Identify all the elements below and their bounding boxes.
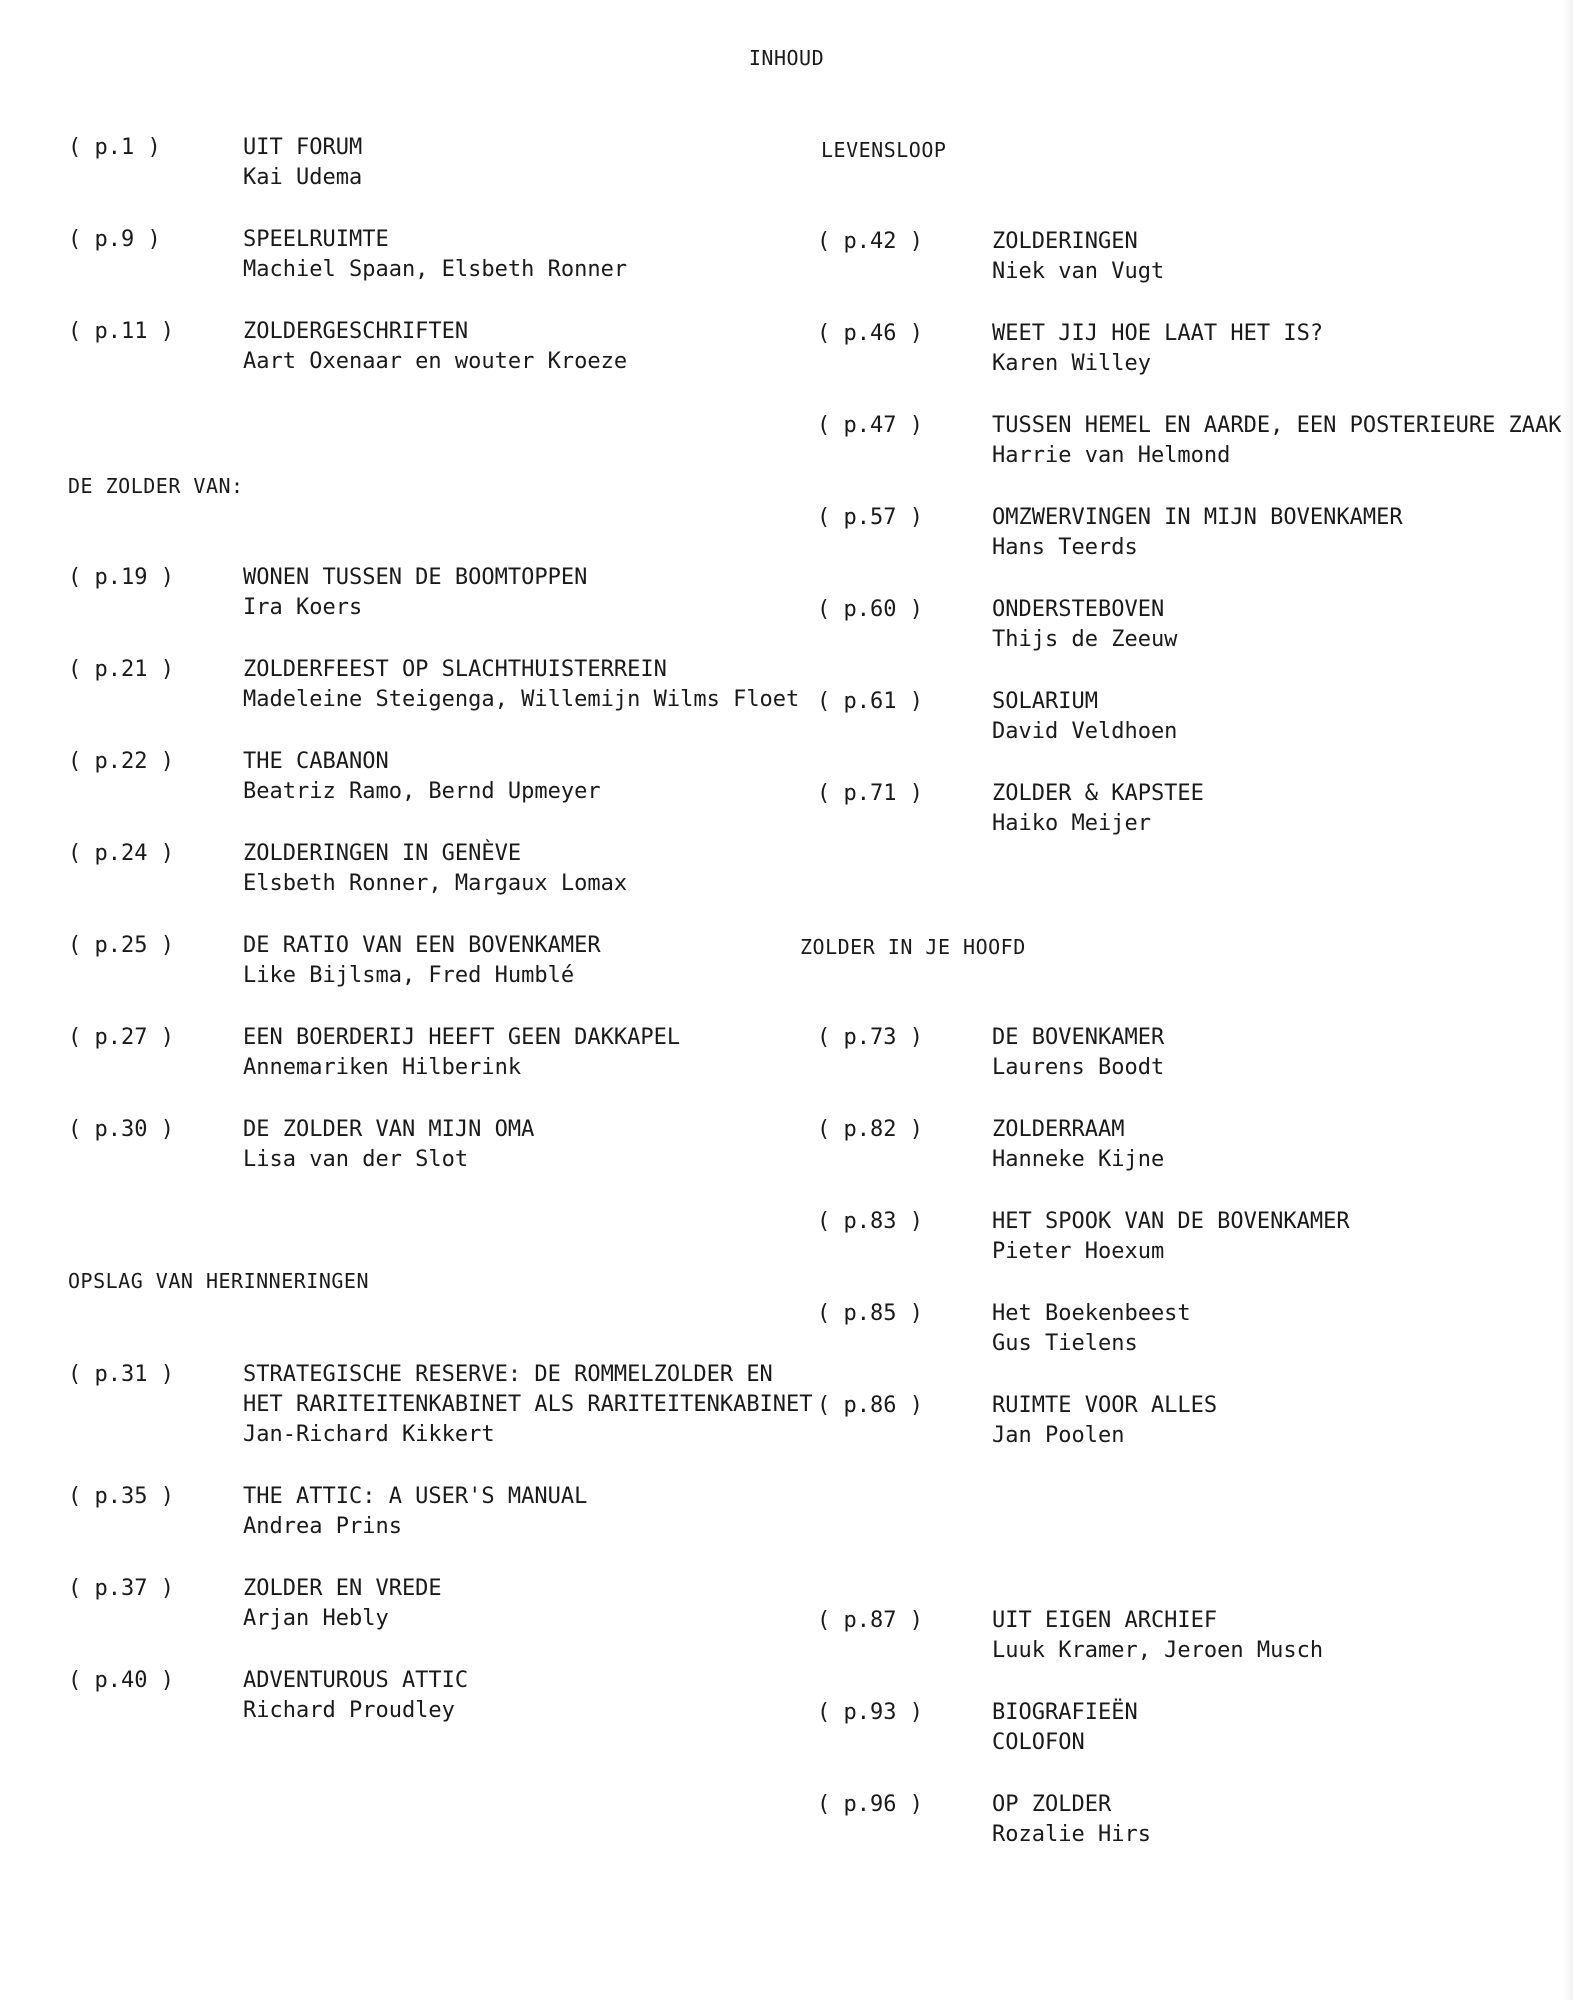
entry-author: Aart Oxenaar en wouter Kroeze xyxy=(243,349,628,374)
page-number: ( p.30 ) xyxy=(68,1117,174,1142)
page-number: ( p.9 ) xyxy=(68,227,161,252)
entry-author: Thijs de Zeeuw xyxy=(992,627,1178,652)
entry-title: WONEN TUSSEN DE BOOMTOPPEN xyxy=(243,565,588,590)
page-number: ( p.24 ) xyxy=(68,841,174,866)
entry-title: SPEELRUIMTE xyxy=(243,227,389,252)
page-number: ( p.71 ) xyxy=(817,781,923,806)
page-number: ( p.47 ) xyxy=(817,413,923,438)
entry-title: ZOLDERGESCHRIFTEN xyxy=(243,319,469,344)
entry-author: Kai Udema xyxy=(243,165,363,190)
entry-author: Elsbeth Ronner, Margaux Lomax xyxy=(243,871,628,896)
entry-title: HET SPOOK VAN DE BOVENKAMER xyxy=(992,1209,1350,1234)
entry-title: OMZWERVINGEN IN MIJN BOVENKAMER xyxy=(992,505,1403,530)
entry-title: ADVENTUROUS ATTIC xyxy=(243,1668,469,1693)
page-number: ( p.1 ) xyxy=(68,135,161,160)
page-number: ( p.37 ) xyxy=(68,1576,174,1601)
entry-title-continued: HET RARITEITENKABINET ALS RARITEITENKABINET xyxy=(243,1392,813,1417)
entry-title: UIT FORUM xyxy=(243,135,363,160)
entry-author: Karen Willey xyxy=(992,351,1151,376)
entry-author: Annemariken Hilberink xyxy=(243,1055,522,1080)
entry-author: David Veldhoen xyxy=(992,719,1178,744)
entry-title: TUSSEN HEMEL EN AARDE, EEN POSTERIEURE ZAAK xyxy=(992,413,1562,438)
entry-title: DE RATIO VAN EEN BOVENKAMER xyxy=(243,933,601,958)
entry-title: ZOLDER EN VREDE xyxy=(243,1576,442,1601)
page-edge xyxy=(1563,0,1573,2000)
page-number: ( p.35 ) xyxy=(68,1484,174,1509)
entry-author: Hanneke Kijne xyxy=(992,1147,1165,1172)
page-number: ( p.86 ) xyxy=(817,1393,923,1418)
entry-author: Like Bijlsma, Fred Humblé xyxy=(243,963,575,988)
entry-title: STRATEGISCHE RESERVE: DE ROMMELZOLDER EN xyxy=(243,1362,773,1387)
page-title: INHOUD xyxy=(748,46,825,70)
entry-author: Richard Proudley xyxy=(243,1698,455,1723)
entry-author: Gus Tielens xyxy=(992,1331,1138,1356)
entry-author: Beatriz Ramo, Bernd Upmeyer xyxy=(243,779,601,804)
entry-author: Jan Poolen xyxy=(992,1423,1125,1448)
entry-author: Harrie van Helmond xyxy=(992,443,1231,468)
entry-title: ZOLDERINGEN xyxy=(992,229,1138,254)
page-number: ( p.83 ) xyxy=(817,1209,923,1234)
page-number: ( p.61 ) xyxy=(817,689,923,714)
page-number: ( p.82 ) xyxy=(817,1117,923,1142)
page-number: ( p.21 ) xyxy=(68,657,174,682)
entry-author: Lisa van der Slot xyxy=(243,1147,469,1172)
page-number: ( p.11 ) xyxy=(68,319,174,344)
page-number: ( p.27 ) xyxy=(68,1025,174,1050)
page-number: ( p.73 ) xyxy=(817,1025,923,1050)
entry-author: Luuk Kramer, Jeroen Musch xyxy=(992,1638,1324,1663)
entry-author: Niek van Vugt xyxy=(992,259,1165,284)
page-number: ( p.25 ) xyxy=(68,933,174,958)
section-heading-zolder-van: DE ZOLDER VAN: xyxy=(68,474,244,498)
entry-title: DE BOVENKAMER xyxy=(992,1025,1165,1050)
entry-title: RUIMTE VOOR ALLES xyxy=(992,1393,1218,1418)
entry-author: Laurens Boodt xyxy=(992,1055,1165,1080)
section-heading-hoofd: ZOLDER IN JE HOOFD xyxy=(800,935,1026,959)
entry-author: Madeleine Steigenga, Willemijn Wilms Floet xyxy=(243,687,800,712)
entry-title: THE ATTIC: A USER'S MANUAL xyxy=(243,1484,588,1509)
entry-title: ZOLDERRAAM xyxy=(992,1117,1125,1142)
entry-title: ONDERSTEBOVEN xyxy=(992,597,1165,622)
entry-title: DE ZOLDER VAN MIJN OMA xyxy=(243,1117,535,1142)
entry-author: Pieter Hoexum xyxy=(992,1239,1165,1264)
page-number: ( p.46 ) xyxy=(817,321,923,346)
entry-author: Jan-Richard Kikkert xyxy=(243,1422,495,1447)
section-heading-opslag: OPSLAG VAN HERINNERINGEN xyxy=(68,1269,369,1293)
entry-author: Hans Teerds xyxy=(992,535,1138,560)
entry-title: ZOLDERFEEST OP SLACHTHUISTERREIN xyxy=(243,657,667,682)
entry-title: THE CABANON xyxy=(243,749,389,774)
page-number: ( p.40 ) xyxy=(68,1668,174,1693)
entry-title: OP ZOLDER xyxy=(992,1792,1112,1817)
page-number: ( p.57 ) xyxy=(817,505,923,530)
page-number: ( p.93 ) xyxy=(817,1700,923,1725)
entry-title: ZOLDERINGEN IN GENÈVE xyxy=(243,841,522,866)
entry-title: Het Boekenbeest xyxy=(992,1301,1191,1326)
page-number: ( p.19 ) xyxy=(68,565,174,590)
entry-author: Andrea Prins xyxy=(243,1514,402,1539)
entry-title: SOLARIUM xyxy=(992,689,1098,714)
entry-title: ZOLDER & KAPSTEE xyxy=(992,781,1204,806)
entry-title: EEN BOERDERIJ HEEFT GEEN DAKKAPEL xyxy=(243,1025,681,1050)
entry-author: COLOFON xyxy=(992,1730,1085,1755)
page-number: ( p.22 ) xyxy=(68,749,174,774)
entry-author: Ira Koers xyxy=(243,595,363,620)
entry-title: UIT EIGEN ARCHIEF xyxy=(992,1608,1218,1633)
page-number: ( p.42 ) xyxy=(817,229,923,254)
entry-title: WEET JIJ HOE LAAT HET IS? xyxy=(992,321,1324,346)
page-number: ( p.96 ) xyxy=(817,1792,923,1817)
entry-author: Haiko Meijer xyxy=(992,811,1151,836)
page-number: ( p.60 ) xyxy=(817,597,923,622)
page-number: ( p.85 ) xyxy=(817,1301,923,1326)
entry-author: Rozalie Hirs xyxy=(992,1822,1151,1847)
section-heading-levensloop: LEVENSLOOP xyxy=(821,138,947,162)
page-number: ( p.87 ) xyxy=(817,1608,923,1633)
entry-author: Arjan Hebly xyxy=(243,1606,389,1631)
entry-title: BIOGRAFIEËN xyxy=(992,1700,1138,1725)
entry-author: Machiel Spaan, Elsbeth Ronner xyxy=(243,257,628,282)
page-number: ( p.31 ) xyxy=(68,1362,174,1387)
